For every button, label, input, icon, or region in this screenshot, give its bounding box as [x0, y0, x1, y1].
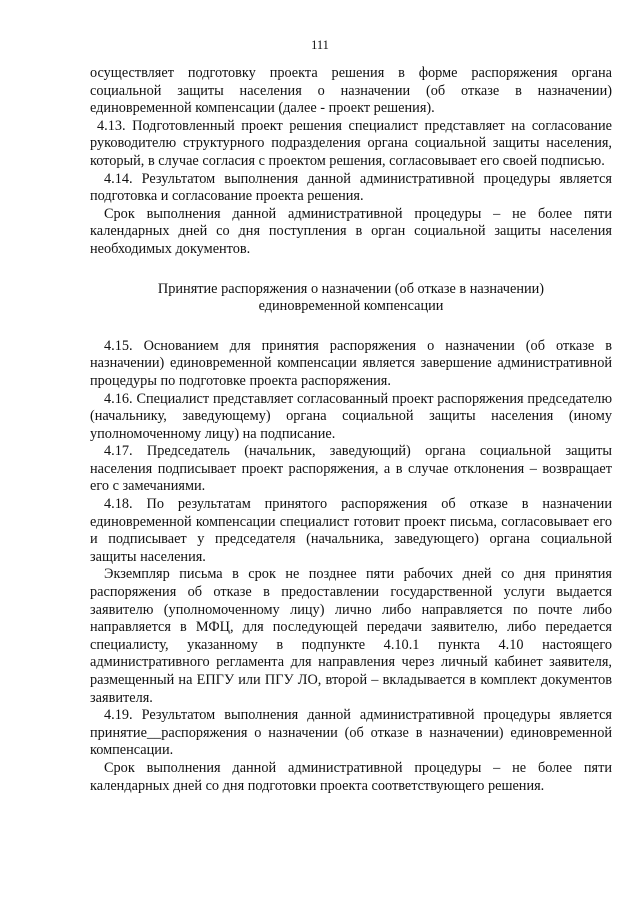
paragraph-4-14: 4.14. Результатом выполнения данной административной процедуры является подготовка и согласование проекта решения.: [90, 170, 612, 205]
paragraph-4-19: 4.19. Результатом выполнения данной административной процедуры является принятие__распоряжения о назначении (об отказе в назначении) единовременной компенсации.: [90, 707, 612, 759]
document-body: [90, 65, 612, 795]
paragraph-4-17: 4.17. Председатель (начальник, заведующий) органа социальной защиты населения подписывает проект распоряжения, а в случае отклонения – возвращает его с замечаниями.: [90, 443, 612, 495]
paragraph-letter-copy: Экземпляр письма в срок не позднее пяти рабочих дней со дня принятия распоряжения об отказе в предоставлении государственной услуги выдается заявителю (уполномоченному лицу) лично либо направляется по почте либо направляется в МФЦ, для последующей передачи заявителю, либо передается специалисту, указанному в подпункте 4.10.1 пункта 4.10 настоящего административного регламента для направления через личный кабинет заявителя, размещенный на ЕПГУ или ПГУ ЛО, второй – вкладывается в комплект документов заявителя.: [90, 566, 612, 706]
paragraph-4-15: 4.15. Основанием для принятия распоряжения о назначении (об отказе в назначении) единовременной компенсации является завершение административной процедуры по подготовке проекта распоряжения.: [90, 337, 612, 389]
paragraph-deadline-1: Срок выполнения данной административной процедуры – не более пяти календарных дней со дня поступления в орган социальной защиты населения необходимых документов.: [90, 205, 612, 257]
paragraph-deadline-2: Срок выполнения данной административной процедуры – не более пяти календарных дней со дня подготовки проекта соответствующего решения.: [90, 759, 612, 794]
paragraph-4-13: 4.13. Подготовленный проект решения специалист представляет на согласование руководителю структурного подразделения органа социальной защиты населения, который, в случае согласия с проектом решения, согласовывает его своей подписью.: [90, 117, 612, 169]
page-number: 111: [311, 38, 329, 52]
section-heading-line2: единовременной компенсации: [258, 298, 444, 315]
paragraph-continuation: осуществляет подготовку проекта решения в форме распоряжения органа социальной защиты населения о назначении (об отказе в назначении) единовременной компенсации (далее - проект решения).: [90, 65, 612, 117]
section-heading-line1: Принятие распоряжения о назначении (об отказе в назначении): [157, 280, 545, 297]
paragraph-4-18: 4.18. По результатам принятого распоряжения об отказе в назначении единовременной компенсации специалист готовит проект письма, согласовывает его и подписывает у председателя (начальника, заведующего) органа социальной защиты населения.: [90, 496, 612, 565]
section-heading: [90, 281, 612, 316]
paragraph-4-16: 4.16. Специалист представляет согласованный проект распоряжения председателю (начальнику, заведующему) органа социальной защиты населения (иному уполномоченному лицу) на подписание.: [90, 390, 612, 442]
